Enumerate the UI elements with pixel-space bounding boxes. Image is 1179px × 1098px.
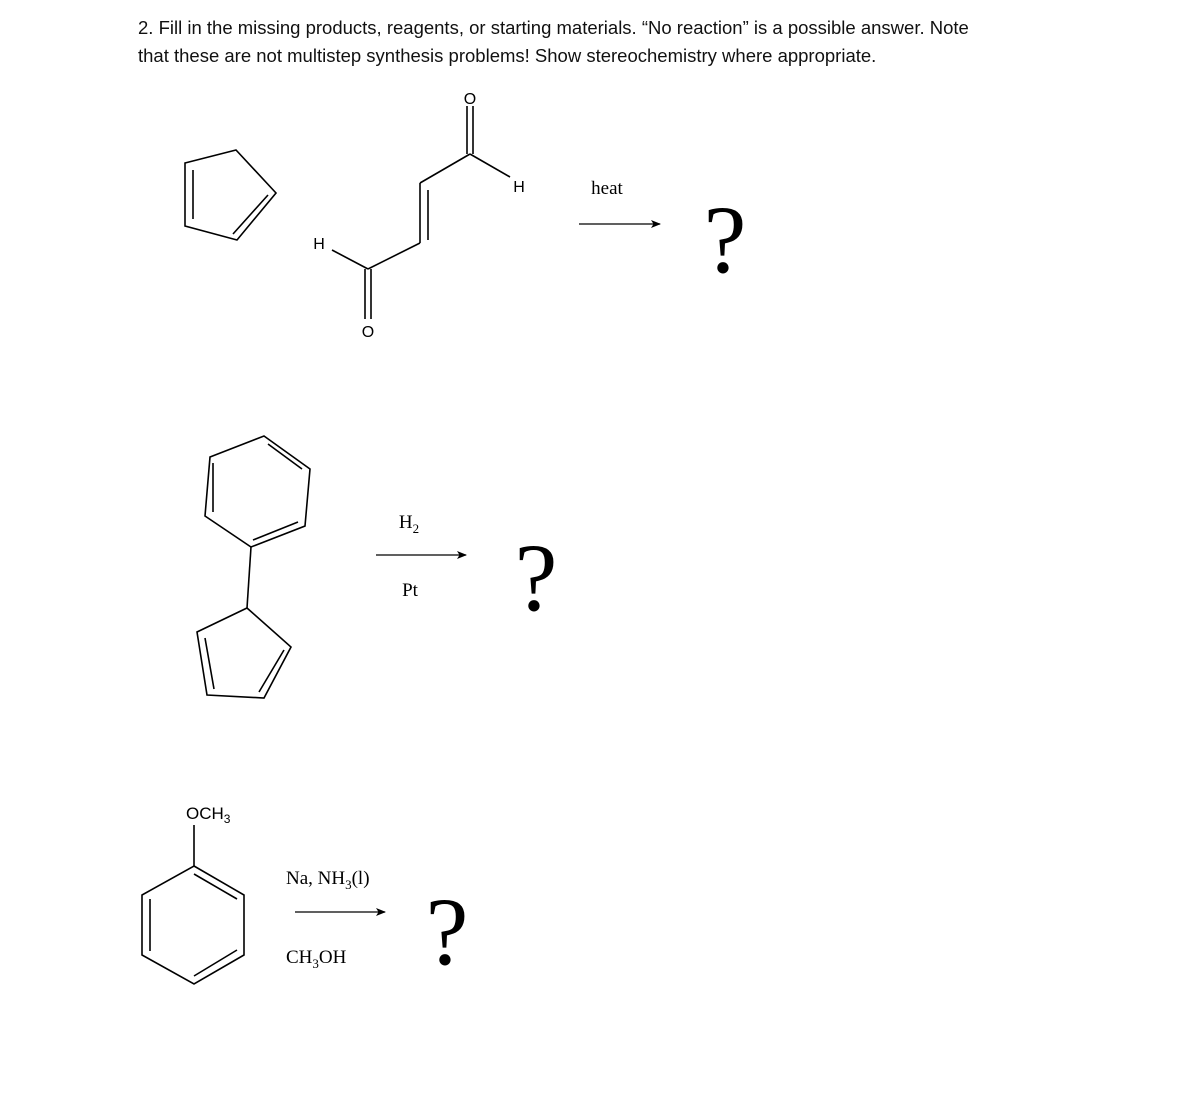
problem-number: 2.: [138, 17, 154, 38]
reaction-3-product-unknown: ?: [425, 878, 469, 985]
reaction-3: [142, 804, 468, 985]
reaction-1-condition: heat: [591, 178, 623, 199]
anisole-structure: [142, 825, 244, 984]
reaction-3-reagent-below: $CH_3OH$: [286, 947, 347, 971]
atom-label-oxygen-top: O: [463, 91, 477, 108]
reaction-2-reagent-below: Pt: [402, 580, 418, 601]
cyclopentadiene-structure: [185, 150, 276, 240]
instruction-line-1: 2. Fill in the missing products, reagents, or starting materials. “No reaction” is a possible answer. Note: [138, 17, 969, 38]
phenylcyclopentadiene-structure: [197, 436, 310, 698]
reaction-2-reagent-above: $H_2$: [398, 512, 420, 536]
atom-label-oxygen-bottom: O: [361, 324, 375, 341]
methoxy-substituent-label: $OCH_3$: [186, 804, 231, 826]
reaction-3-reagent-above: Na, $NH_3(l)$: [286, 868, 370, 892]
reaction-1-product-unknown: ?: [703, 186, 747, 293]
reaction-2: [197, 436, 557, 698]
atom-label-hydrogen-right: H: [513, 179, 525, 196]
reaction-2-product-unknown: ?: [514, 524, 558, 631]
instruction-line-2: that these are not multistep synthesis problems! Show stereochemistry where appropriate.: [138, 45, 877, 66]
atom-label-hydrogen-left: H: [313, 236, 325, 253]
butenedial-structure: [332, 106, 510, 319]
reaction-1: [185, 91, 746, 341]
